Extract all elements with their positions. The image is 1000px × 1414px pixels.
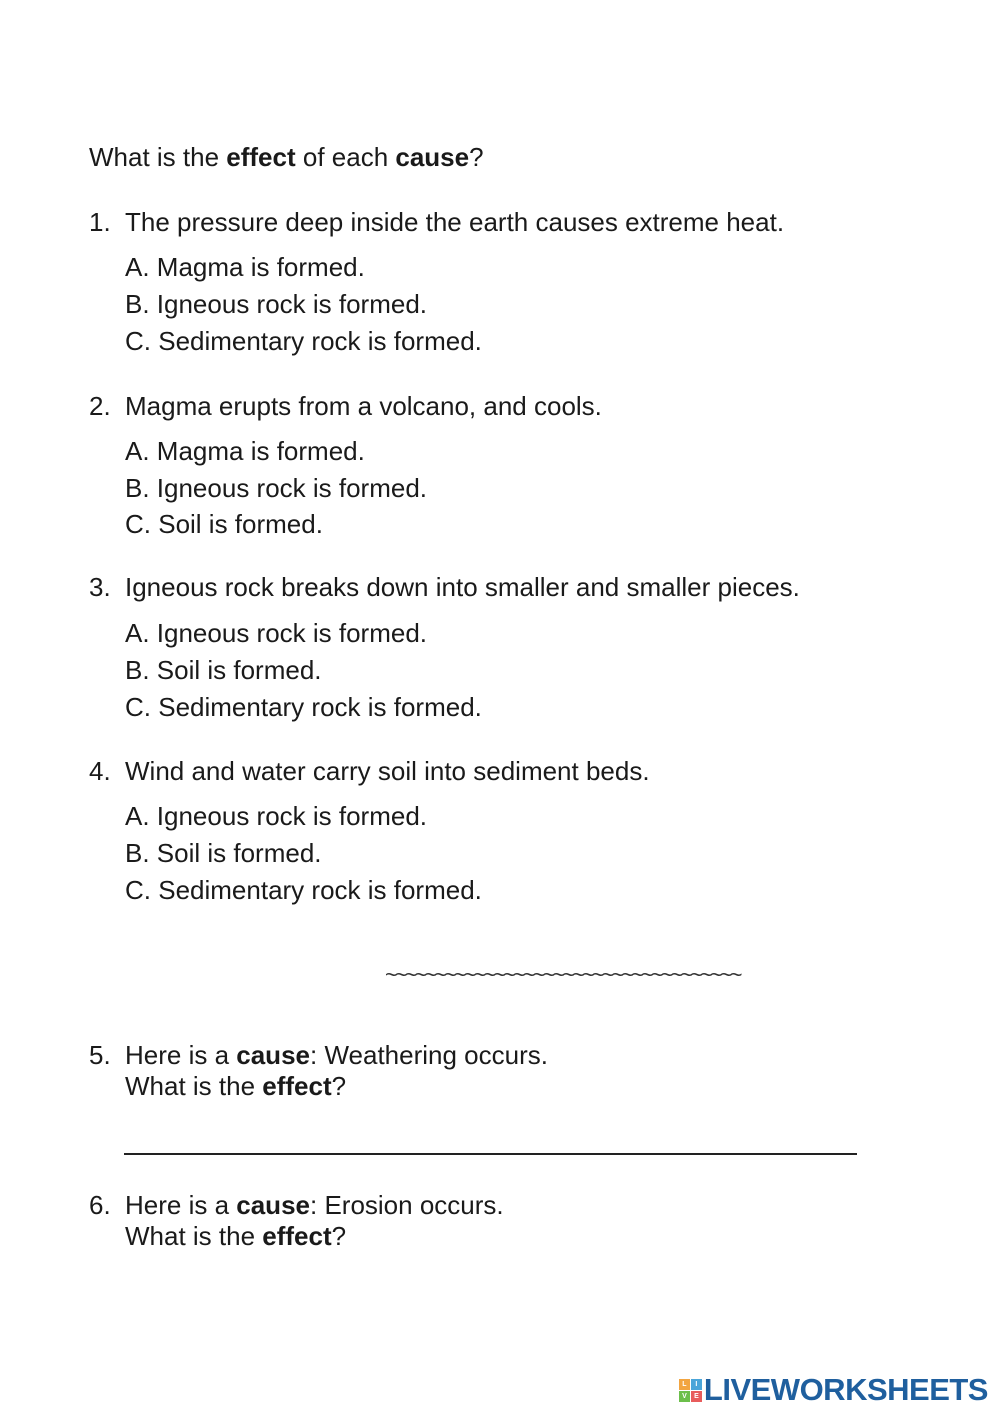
question-number: 3. xyxy=(89,572,111,602)
option-4c[interactable]: C. Sedimentary rock is formed. xyxy=(125,875,482,905)
liveworksheets-logo-icon xyxy=(679,1379,702,1402)
question-text: Here is a xyxy=(125,1190,237,1220)
prompt-text: What is the xyxy=(125,1071,263,1101)
option-3b[interactable]: B. Soil is formed. xyxy=(125,655,322,685)
intro-text: ? xyxy=(469,142,484,172)
question-text: Igneous rock breaks down into smaller and smaller pieces. xyxy=(125,572,800,602)
question-4 xyxy=(89,755,650,787)
option-1b[interactable]: B. Igneous rock is formed. xyxy=(125,289,428,319)
question-6 xyxy=(89,1189,504,1221)
question-text: : Weathering occurs. xyxy=(310,1040,548,1070)
option-2b[interactable]: B. Igneous rock is formed. xyxy=(125,473,428,503)
option-4a[interactable]: A. Igneous rock is formed. xyxy=(125,801,428,831)
question-number: 4. xyxy=(89,756,111,786)
question-text: Wind and water carry soil into sediment beds. xyxy=(125,756,650,786)
bold-effect: effect xyxy=(262,1221,332,1251)
question-1 xyxy=(89,206,784,238)
tilde-divider: ~~~~~~~~~~~~~~~~~~~~~~~~~~~~~~~~~~~~ xyxy=(385,962,740,987)
question-text: The pressure deep inside the earth causes extreme heat. xyxy=(125,207,785,237)
intro-text: of each xyxy=(295,142,396,172)
bold-cause: cause xyxy=(236,1040,310,1070)
logo-text: LIVEWORKSHEETS xyxy=(703,1372,988,1407)
question-text: Here is a xyxy=(125,1040,237,1070)
question-number: 5. xyxy=(89,1040,111,1070)
option-3a[interactable]: A. Igneous rock is formed. xyxy=(125,618,428,648)
logo-icon-letter: L xyxy=(679,1379,690,1390)
prompt-text: ? xyxy=(331,1221,347,1251)
question-6-prompt xyxy=(125,1220,346,1252)
question-2 xyxy=(89,390,602,422)
question-text: : Erosion occurs. xyxy=(310,1190,504,1220)
bold-cause: cause xyxy=(236,1190,310,1220)
question-number: 6. xyxy=(89,1190,111,1220)
intro-bold-cause: cause xyxy=(395,142,470,172)
option-4b[interactable]: B. Soil is formed. xyxy=(125,838,322,868)
logo-icon-letter: E xyxy=(691,1391,702,1402)
prompt-text: ? xyxy=(331,1071,347,1101)
bold-effect: effect xyxy=(262,1071,332,1101)
liveworksheets-logo xyxy=(679,1372,988,1408)
question-5-prompt xyxy=(125,1070,346,1102)
option-1a[interactable]: A. Magma is formed. xyxy=(125,252,365,282)
question-5 xyxy=(89,1039,548,1071)
logo-icon-letter: I xyxy=(691,1379,702,1390)
question-text: Magma erupts from a volcano, and cools. xyxy=(125,391,602,421)
intro-text: What is the xyxy=(89,142,227,172)
prompt-text: What is the xyxy=(125,1221,263,1251)
question-3 xyxy=(89,571,800,603)
logo-icon-letter: V xyxy=(679,1391,690,1402)
answer-line-5[interactable] xyxy=(124,1153,857,1155)
intro-bold-effect: effect xyxy=(226,142,296,172)
option-3c[interactable]: C. Sedimentary rock is formed. xyxy=(125,692,482,722)
option-2a[interactable]: A. Magma is formed. xyxy=(125,436,365,466)
option-2c[interactable]: C. Soil is formed. xyxy=(125,509,323,539)
option-1c[interactable]: C. Sedimentary rock is formed. xyxy=(125,326,482,356)
question-number: 1. xyxy=(89,207,111,237)
instructions-heading xyxy=(89,141,484,173)
question-number: 2. xyxy=(89,391,111,421)
